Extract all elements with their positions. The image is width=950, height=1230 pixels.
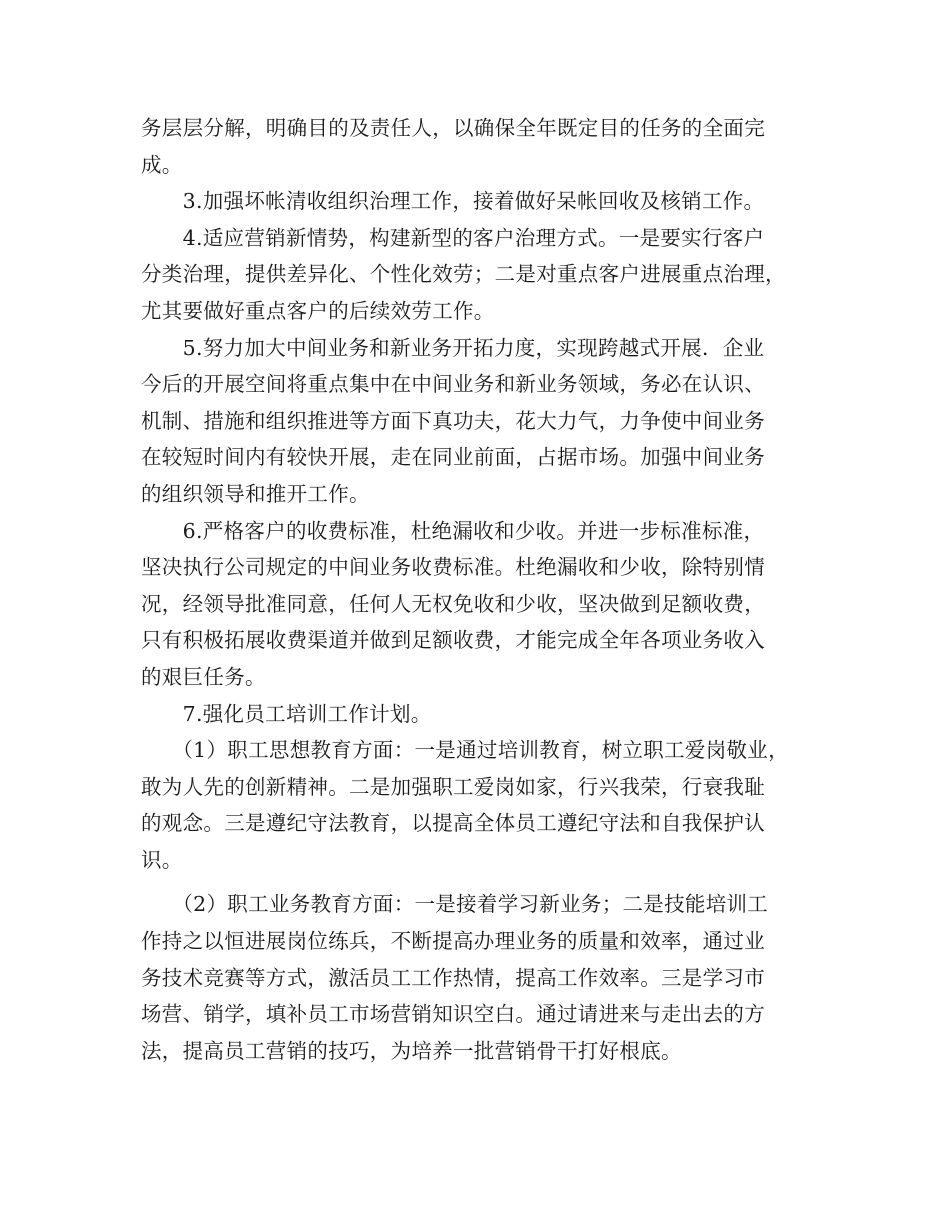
text-line: 敢为人先的创新精神。二是加强职工爱岗如家，行兴我荣，行衰我耻 <box>141 774 765 799</box>
text-line: 只有积极拓展收费渠道并做到足额收费，才能完成全年各项业务收入 <box>141 628 765 653</box>
text-line: 场营、销学，填补员工市场营销知识空白。通过请进来与走出去的方 <box>141 1002 765 1027</box>
paragraph-item-4 <box>141 220 821 330</box>
text-line: 的观念。三是遵纪守法教育，以提高全体员工遵纪守法和自我保护认 <box>141 811 765 836</box>
text-line: 法，提高员工营销的技巧，为培养一批营销骨干打好根底。 <box>141 1038 682 1063</box>
text-line: 3.加强坏帐清收组织治理工作，接着做好呆帐回收及核销工作。 <box>141 189 765 214</box>
text-line: 分类治理，提供差异化、个性化效劳；二是对重点客户进展重点治理， <box>141 262 786 287</box>
text-line: 成。 <box>141 152 183 177</box>
paragraph-item-7 <box>141 696 821 733</box>
text-line: 作持之以恒进展岗位练兵，不断提高办理业务的质量和效率，通过业 <box>141 929 765 954</box>
text-line: 7.强化员工培训工作计划。 <box>141 701 432 726</box>
text-line: 6.严格客户的收费标准，杜绝漏收和少收。并进一步标准标准， <box>141 518 765 543</box>
text-line: 的组织领导和推开工作。 <box>141 481 370 506</box>
text-line: 机制、措施和组织推进等方面下真功夫，花大力气，力争使中间业务 <box>141 408 765 433</box>
paragraph-item-3 <box>141 183 821 220</box>
paragraph-sub-item-2 <box>141 886 821 1069</box>
text-line: 5.努力加大中间业务和新业务开拓力度，实现跨越式开展．企业 <box>141 335 765 360</box>
paragraph-continuation <box>141 110 821 183</box>
text-line: 况，经领导批准同意，任何人无权免收和少收，坚决做到足额收费， <box>141 591 765 616</box>
text-line: 4.适应营销新情势，构建新型的客户治理方式。一是要实行客户 <box>141 225 765 250</box>
text-line: （1）职工思想教育方面：一是通过培训教育，树立职工爱岗敬业， <box>141 738 789 763</box>
document-body <box>141 110 821 1069</box>
text-line: 的艰巨任务。 <box>141 664 266 689</box>
text-line: 今后的开展空间将重点集中在中间业务和新业务领域，务必在认识、 <box>141 372 765 397</box>
text-line: （2）职工业务教育方面：一是接着学习新业务；二是技能培训工 <box>141 892 769 917</box>
paragraph-item-5 <box>141 330 821 513</box>
text-line: 识。 <box>141 847 183 872</box>
paragraph-item-6 <box>141 513 821 696</box>
text-line: 坚决执行公司规定的中间业务收费标准。杜绝漏收和少收，除特别情 <box>141 555 765 580</box>
paragraph-sub-item-1 <box>141 732 821 878</box>
text-line: 在较短时间内有较快开展，走在同业前面，占据市场。加强中间业务 <box>141 445 765 470</box>
text-line: 务技术竞赛等方式，激活员工工作热情，提高工作效率。三是学习市 <box>141 965 765 990</box>
text-line: 尤其要做好重点客户的后续效劳工作。 <box>141 298 495 323</box>
text-line: 务层层分解，明确目的及责任人，以确保全年既定目的任务的全面完 <box>141 116 765 140</box>
